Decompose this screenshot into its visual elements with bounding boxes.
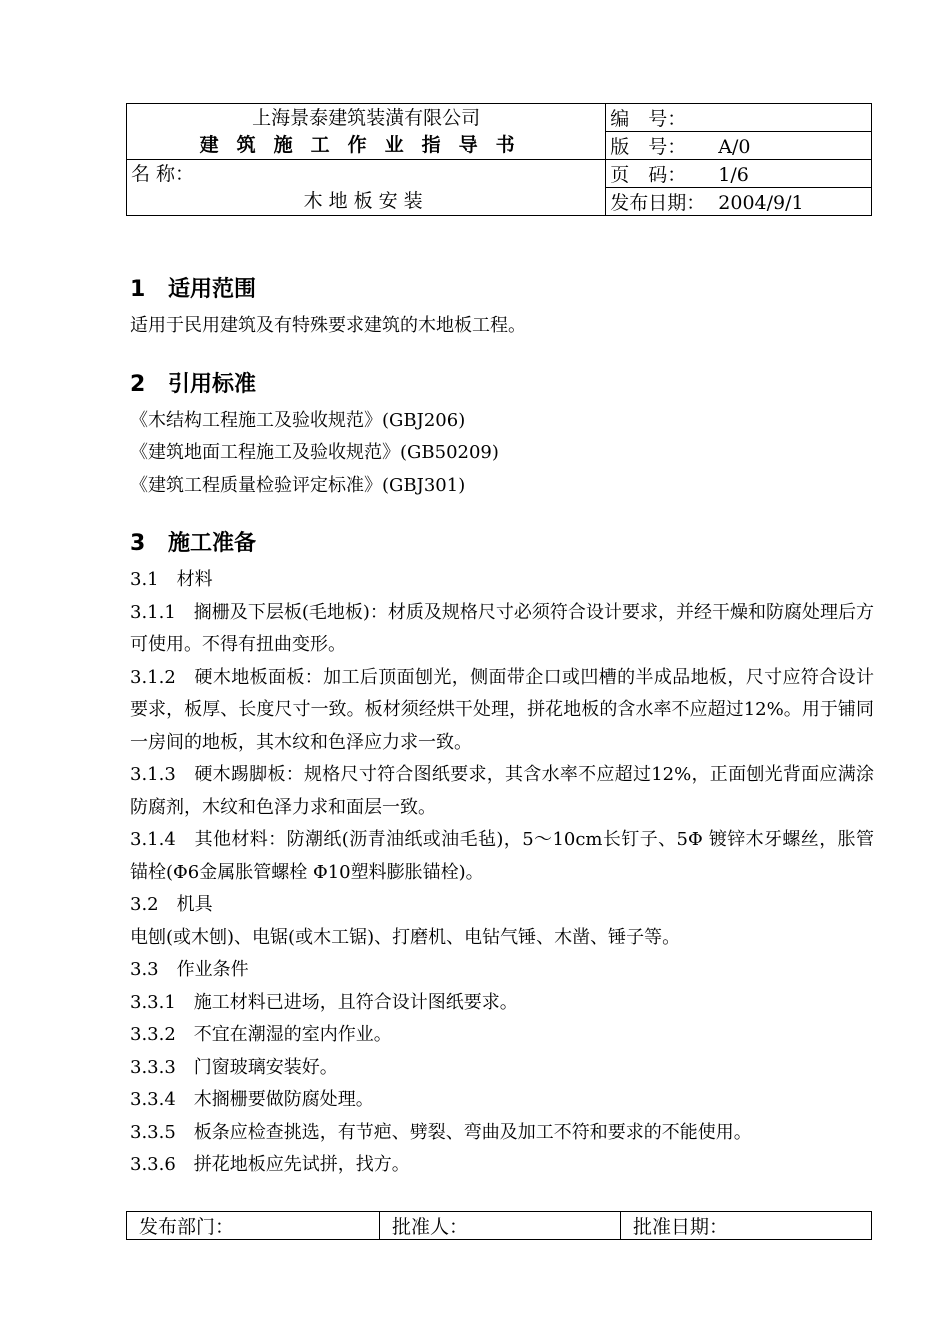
section-3-title: 施工准备 xyxy=(168,531,257,556)
paragraph-3-3-6: 3.3.6 拼花地板应先试拼，找方。 xyxy=(130,1154,410,1175)
reference-item: 《建筑工程质量检验评定标准》(GBJ301) xyxy=(130,474,466,496)
section-3-number: 3 xyxy=(130,531,146,556)
version-value: A/0 xyxy=(718,136,751,158)
document-footer-table xyxy=(126,1211,872,1240)
paragraph-3-1-3: 3.1.3 硬木踢脚板：规格尺寸符合图纸要求，其含水率不应超过12%，正面刨光背面应满涂防腐剂，木纹和色泽力求和面层一致。 xyxy=(130,764,874,818)
page-label: 页 码： xyxy=(610,164,687,186)
subsection-3-2-heading: 3.2 机具 xyxy=(130,894,213,915)
paragraph-3-3-1: 3.3.1 施工材料已进场，且符合设计图纸要求。 xyxy=(130,991,518,1013)
section-2-title: 引用标准 xyxy=(168,371,257,397)
paragraph-3-1-4: 3.1.4 其他材料：防潮纸(沥青油纸或油毛毡)，5～10cm长钉子、5Φ 镀锌木牙螺丝，胀管锚栓(Φ6金属胀管螺栓 Φ10塑料膨胀锚栓)。 xyxy=(130,829,874,883)
paragraph-3-1-2: 3.1.2 硬木地板面板：加工后顶面刨光，侧面带企口或凹槽的半成品地板，尺寸应符合设计要求，板厚、长度尺寸一致。板材须经烘干处理，拼花地板的含水率不应超过12%。用于铺同一房间的地板，其木纹和色泽应力求一致。 xyxy=(130,666,874,753)
reference-item: 《建筑地面工程施工及验收规范》(GB50209) xyxy=(130,442,499,463)
document-body xyxy=(130,270,874,1182)
section-2-number: 2 xyxy=(130,371,146,397)
section-2-heading xyxy=(130,365,874,405)
name-label: 名 称： xyxy=(127,160,606,188)
release-department-label: 发布部门： xyxy=(127,1212,380,1240)
paragraph-3-3-5: 3.3.5 板条应检查挑选，有节疤、劈裂、弯曲及加工不符和要求的不能使用。 xyxy=(130,1121,752,1143)
doc-number-label: 编 号： xyxy=(610,108,687,130)
version-label: 版 号： xyxy=(610,136,687,158)
section-1-title: 适用范围 xyxy=(168,277,257,302)
approver-label: 批准人： xyxy=(380,1212,621,1240)
version-cell xyxy=(606,132,872,160)
section-3-heading xyxy=(130,524,874,564)
company-name: 上海景泰建筑装潢有限公司 xyxy=(127,104,606,132)
doc-title: 建筑施工作业指导书 xyxy=(127,132,606,160)
doc-number-cell xyxy=(606,104,872,132)
subsection-3-3-heading: 3.3 作业条件 xyxy=(130,959,249,980)
paragraph-3-3-4: 3.3.4 木搁栅要做防腐处理。 xyxy=(130,1089,374,1110)
paragraph-3-1-1: 3.1.1 搁栅及下层板(毛地板)：材质及规格尺寸必须符合设计要求，并经干燥和防腐处理后方可使用。不得有扭曲变形。 xyxy=(130,601,874,655)
paragraph-3-3-2: 3.3.2 不宜在潮湿的室内作业。 xyxy=(130,1024,392,1045)
page-value: 1/6 xyxy=(718,164,749,186)
date-cell xyxy=(606,188,872,216)
date-value: 2004/9/1 xyxy=(718,192,804,214)
date-label: 发布日期： xyxy=(610,192,706,214)
subject-title: 木地板安装 xyxy=(127,188,606,216)
document-header-table xyxy=(126,103,872,216)
section-1-heading xyxy=(130,270,874,310)
paragraph-3-3-3: 3.3.3 门窗玻璃安装好。 xyxy=(130,1056,338,1078)
approval-date-label: 批准日期： xyxy=(621,1212,872,1240)
section-1-text: 适用于民用建筑及有特殊要求建筑的木地板工程。 xyxy=(130,315,526,336)
paragraph-tools: 电刨(或木刨)、电锯(或木工锯)、打磨机、电钻气锤、木凿、锤子等。 xyxy=(130,926,681,948)
page-cell xyxy=(606,160,872,188)
section-1-number: 1 xyxy=(130,277,146,302)
subsection-3-1-heading: 3.1 材料 xyxy=(130,569,213,590)
reference-item: 《木结构工程施工及验收规范》(GBJ206) xyxy=(130,409,466,431)
